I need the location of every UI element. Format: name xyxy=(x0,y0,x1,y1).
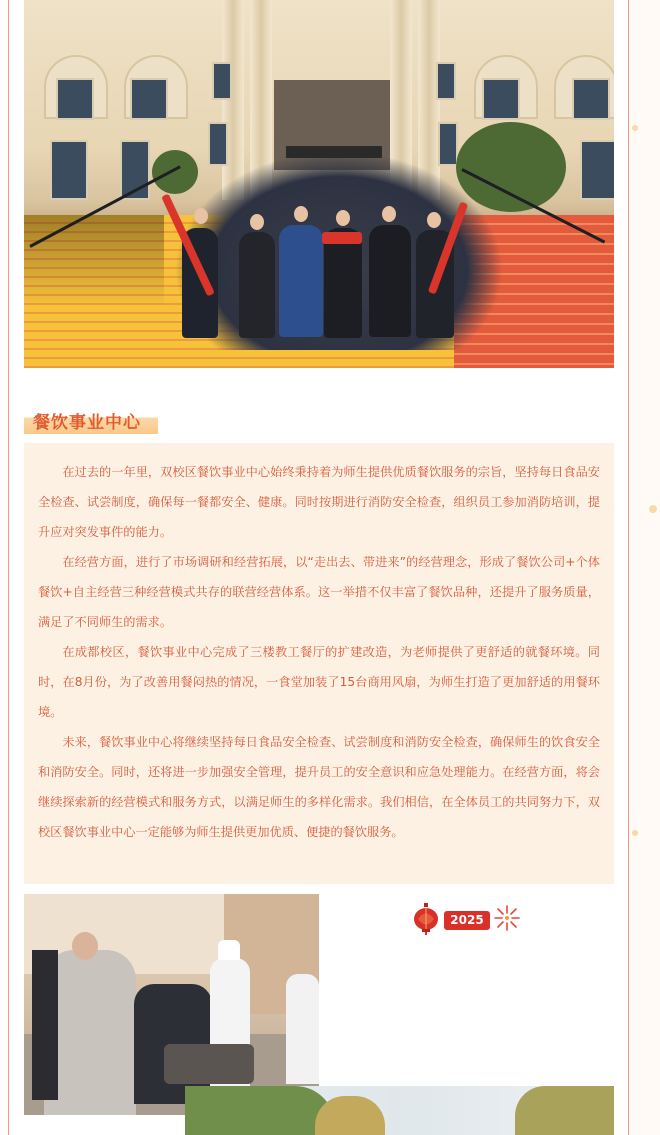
tree-foliage xyxy=(185,1086,335,1135)
paragraph: 在过去的一年里，双校区餐饮事业中心始终秉持着为师生提供优质餐饮服务的宗旨，坚持每日食品安全检查、试尝制度，确保每一餐都安全、健康。同时按期进行消防安全检查，组织员工参加消防培训，提升应对突发事件的能力。 xyxy=(38,465,600,539)
person-head xyxy=(294,206,308,222)
section-heading-text: 餐饮事业中心 xyxy=(33,413,141,433)
person xyxy=(279,225,323,337)
side-decoration xyxy=(629,0,660,1135)
building-window xyxy=(580,140,614,200)
person xyxy=(239,232,275,338)
building-window xyxy=(130,78,168,120)
sparkle-icon xyxy=(632,125,638,131)
section-heading xyxy=(24,404,158,434)
person xyxy=(286,974,319,1084)
text-panel xyxy=(24,443,614,884)
paragraph: 在成都校区，餐饮事业中心完成了三楼教工餐厅的扩建改造，为老师提供了更舒适的就餐环境。同时，在8月份，为了改善用餐闷热的情况，一食堂加装了15台商用风扇，为师生打造了更加舒适的用餐环境。 xyxy=(38,645,600,719)
group-photo xyxy=(24,0,614,368)
serving-counter xyxy=(164,1044,254,1084)
person-head xyxy=(336,210,350,226)
building-window xyxy=(436,62,456,100)
kitchen-photo xyxy=(24,894,319,1115)
person-head xyxy=(427,212,441,228)
person-head xyxy=(382,206,396,222)
paragraph: 在经营方面，进行了市场调研和经营拓展，以“走出去、带进来”的经营理念，形成了餐饮公司+个体餐饮+自主经营三种经营模式共存的联营经营体系。这一举措不仅丰富了餐饮品种，还提升了服务质量，满足了不同师生的需求。 xyxy=(38,555,600,629)
campus-photo xyxy=(185,1086,614,1135)
year-label: 2025 xyxy=(444,911,490,930)
firework-icon xyxy=(493,904,521,932)
paragraph: 未来，餐饮事业中心将继续坚持每日食品安全检查、试尝制度和消防安全检查，确保师生的饮食安全和消防安全。同时，还将进一步加强安全管理，提升员工的安全意识和应急处理能力。在经营方面，将会继续探索新的经营模式和服务方式，以满足师生的多样化需求。我们相信，在全体员工的共同努力下，双校区餐饮事业中心一定能够为师生提供更加优质、便捷的餐饮服务。 xyxy=(38,735,600,839)
chef-hat xyxy=(218,940,240,960)
sparkle-icon xyxy=(649,505,657,513)
building-window xyxy=(572,78,610,120)
tree-foliage xyxy=(515,1086,614,1135)
building-window xyxy=(56,78,94,120)
sparkle-icon xyxy=(632,830,638,836)
lantern-icon xyxy=(413,903,439,935)
year-badge xyxy=(413,903,523,935)
person-head xyxy=(250,214,264,230)
person xyxy=(369,225,411,337)
building-window xyxy=(50,140,88,200)
tree-foliage xyxy=(315,1096,385,1135)
person xyxy=(32,950,58,1100)
building-window xyxy=(212,62,232,100)
person-head xyxy=(72,932,98,960)
building-window xyxy=(482,78,520,120)
person xyxy=(324,228,362,338)
red-banner xyxy=(322,232,362,244)
person-head xyxy=(194,208,208,224)
building-sign xyxy=(286,146,382,158)
